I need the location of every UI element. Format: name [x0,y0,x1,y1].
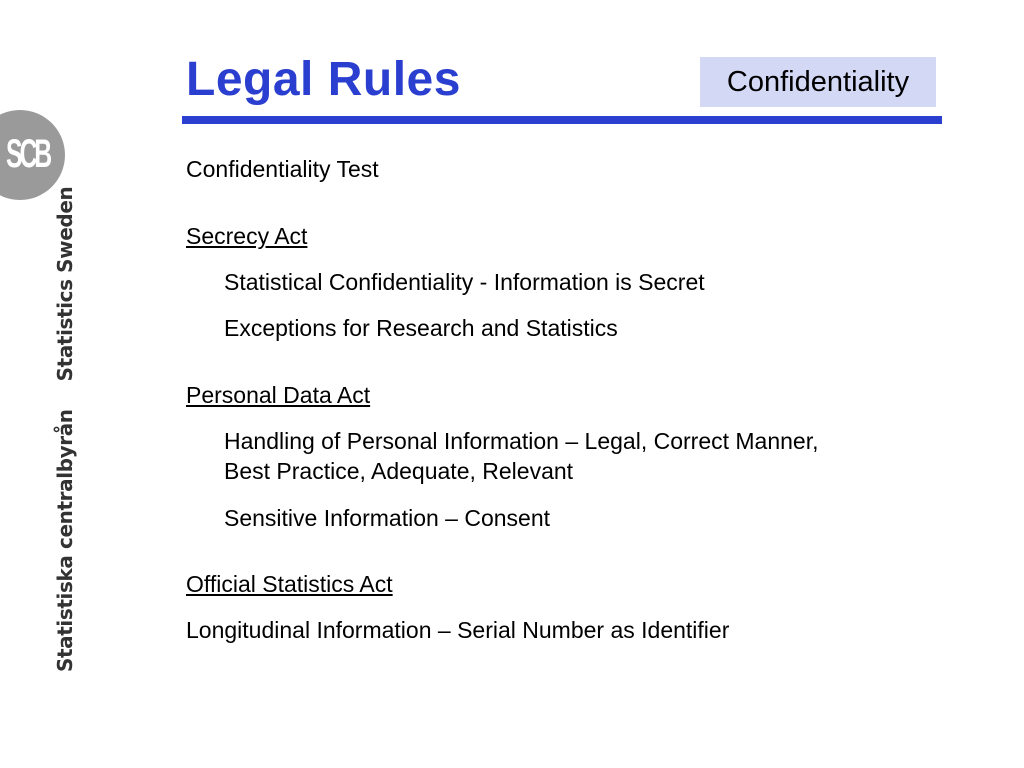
list-item: Longitudinal Information – Serial Number as Identifier [186,617,730,643]
org-name-swedish: Statistiska centralbyrån [53,409,77,672]
list-item: Statistical Confidentiality - Information is Secret [224,269,705,295]
section-heading-personal-data-act: Personal Data Act [186,382,371,408]
section-heading-official-statistics-act: Official Statistics Act [186,571,393,597]
list-item-continuation: Best Practice, Adequate, Relevant [224,458,574,484]
scb-logo-initials: SCB [6,132,50,176]
list-item: Handling of Personal Information – Legal, Correct Manner, [224,428,819,454]
list-item: Sensitive Information – Consent [224,505,551,531]
org-name-english: Statistics Sweden [53,186,77,382]
list-item: Exceptions for Research and Statistics [224,315,618,341]
org-name-vertical [49,186,81,672]
section-heading-secrecy-act: Secrecy Act [186,223,308,249]
intro-line: Confidentiality Test [186,156,379,182]
title-divider [182,116,942,124]
slide-title: Legal Rules [186,53,461,106]
topic-badge: Confidentiality [700,57,936,107]
